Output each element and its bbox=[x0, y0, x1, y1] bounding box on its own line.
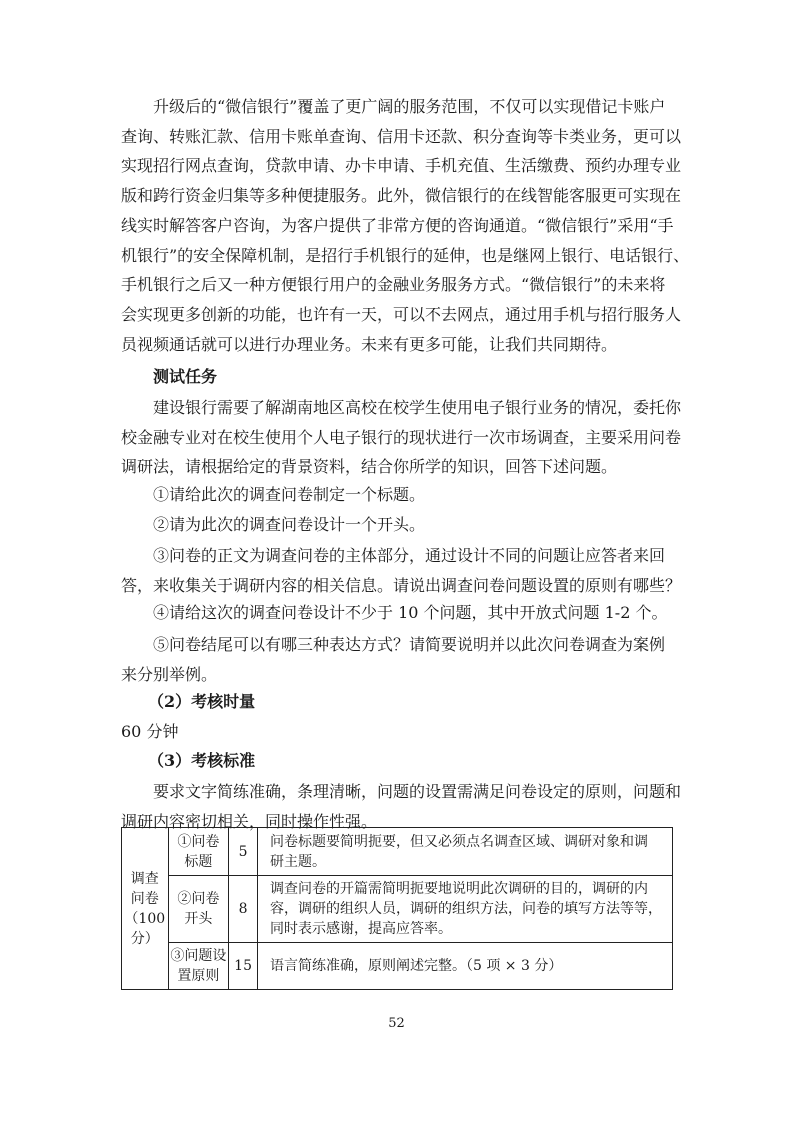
description-line: 研主题。 bbox=[270, 853, 326, 870]
text-line: ⑤问卷结尾可以有哪三种表达方式？请简要说明并以此次问卷调查为案例 bbox=[153, 635, 666, 654]
text-line: 版和跨行资金归集等多种便捷服务。此外，微信银行的在线智能客服更可实现在 bbox=[121, 186, 682, 206]
category-line: 分） bbox=[130, 930, 159, 947]
category-line: 问卷 bbox=[130, 890, 159, 907]
text-line: ③问卷的正文为调查问卷的主体部分，通过设计不同的问题让应答者来回 bbox=[153, 546, 666, 565]
table-row bbox=[122, 876, 673, 943]
item-line: ②问卷 bbox=[177, 891, 220, 907]
table-row bbox=[122, 943, 673, 990]
description-cell bbox=[258, 828, 673, 876]
text-line: 查询、转账汇款、信用卡账单查询、信用卡还款、积分查询等卡类业务，更可以 bbox=[121, 126, 682, 146]
page-number: 52 bbox=[388, 1016, 405, 1031]
scoring-table bbox=[121, 827, 673, 990]
question-3 bbox=[121, 541, 682, 600]
table-row bbox=[122, 828, 673, 876]
text-line: 升级后的“微信银行”覆盖了更广阔的服务范围，不仅可以实现借记卡账户 bbox=[153, 97, 666, 116]
text-line: 会实现更多创新的功能，也许有一天，可以不去网点，通过用手机与招行服务人 bbox=[121, 304, 682, 324]
item-line: 开头 bbox=[184, 911, 213, 927]
text-line: 调研法，请根据给定的背景资料，结合你所学的知识，回答下述问题。 bbox=[121, 457, 618, 477]
description-line: 语言简练准确，原则阐述完整。（5 项 × 3 分） bbox=[270, 958, 563, 974]
item-cell bbox=[168, 828, 229, 876]
description-line: 调查问卷的开篇需简明扼要地说明此次调研的目的，调研的内 bbox=[270, 881, 648, 897]
text-line: 校金融专业对在校生使用个人电子银行的现状进行一次市场调查，主要采用问卷 bbox=[121, 427, 682, 447]
task-paragraph bbox=[121, 393, 682, 482]
category-line: （100 bbox=[124, 910, 166, 927]
description-line: 问卷标题要简明扼要，但又必须点名调查区域、调研对象和调 bbox=[270, 833, 648, 850]
intro-paragraph bbox=[121, 92, 690, 359]
text-line: 来分别举例。 bbox=[121, 664, 218, 684]
score-cell: 8 bbox=[229, 876, 258, 943]
standard-heading: （3）考核标准 bbox=[148, 751, 256, 770]
score-cell: 5 bbox=[229, 828, 258, 876]
text-line: 机银行”的安全保障机制，是招行手机银行的延伸，也是继网上银行、电话银行、 bbox=[121, 245, 690, 265]
text-line: 员视频通话就可以进行办理业务。未来有更多可能，让我们共同期待。 bbox=[121, 334, 618, 354]
text-line: 手机银行之后又一种方便银行用户的金融业务服务方式。“微信银行”的未来将 bbox=[121, 275, 666, 295]
description-cell bbox=[258, 876, 673, 943]
text-line: 答，来收集关于调研内容的相关信息。请说出调查问卷问题设置的原则有哪些？ bbox=[121, 575, 682, 595]
item-line: 置原则 bbox=[177, 968, 220, 984]
item-line: ①问卷 bbox=[177, 833, 220, 850]
item-line: ③问题设 bbox=[170, 948, 227, 964]
question-2: ②请为此次的调查问卷设计一个开头。 bbox=[153, 515, 426, 534]
text-line: 调研内容密切相关，同时操作性强。 bbox=[121, 811, 378, 831]
text-line: 要求文字简练准确，条理清晰，问题的设置需满足问卷设定的原则，问题和 bbox=[153, 782, 682, 801]
score-cell: 15 bbox=[229, 943, 258, 990]
category-line: 调查 bbox=[130, 870, 159, 887]
item-line: 标题 bbox=[184, 853, 213, 870]
question-4: ④请给这次的调查问卷设计不少于 10 个问题，其中开放式问题 1-2 个。 bbox=[153, 603, 668, 622]
question-5 bbox=[121, 630, 674, 689]
question-1: ①请给此次的调查问卷制定一个标题。 bbox=[153, 485, 426, 504]
text-line: 建设银行需要了解湖南地区高校在校学生使用电子银行业务的情况，委托你 bbox=[153, 398, 682, 417]
description-line: 同时表示感谢，提高应答率。 bbox=[270, 921, 452, 937]
time-value: 60 分钟 bbox=[121, 722, 179, 741]
text-line: 线实时解答客户咨询，为客户提供了非常方便的咨询通道。“微信银行”采用“手 bbox=[121, 215, 674, 235]
item-cell bbox=[168, 943, 229, 990]
task-heading: 测试任务 bbox=[153, 367, 218, 386]
text-line: 实现招行网点查询，贷款申请、办卡申请、手机充值、生活缴费、预约办理专业 bbox=[121, 156, 682, 176]
description-cell bbox=[258, 943, 673, 990]
description-line: 容，调研的组织人员，调研的组织方法，问卷的填写方法等等， bbox=[270, 901, 662, 917]
category-cell bbox=[122, 828, 169, 990]
time-heading: （2）考核时量 bbox=[148, 692, 256, 711]
item-cell bbox=[168, 876, 229, 943]
